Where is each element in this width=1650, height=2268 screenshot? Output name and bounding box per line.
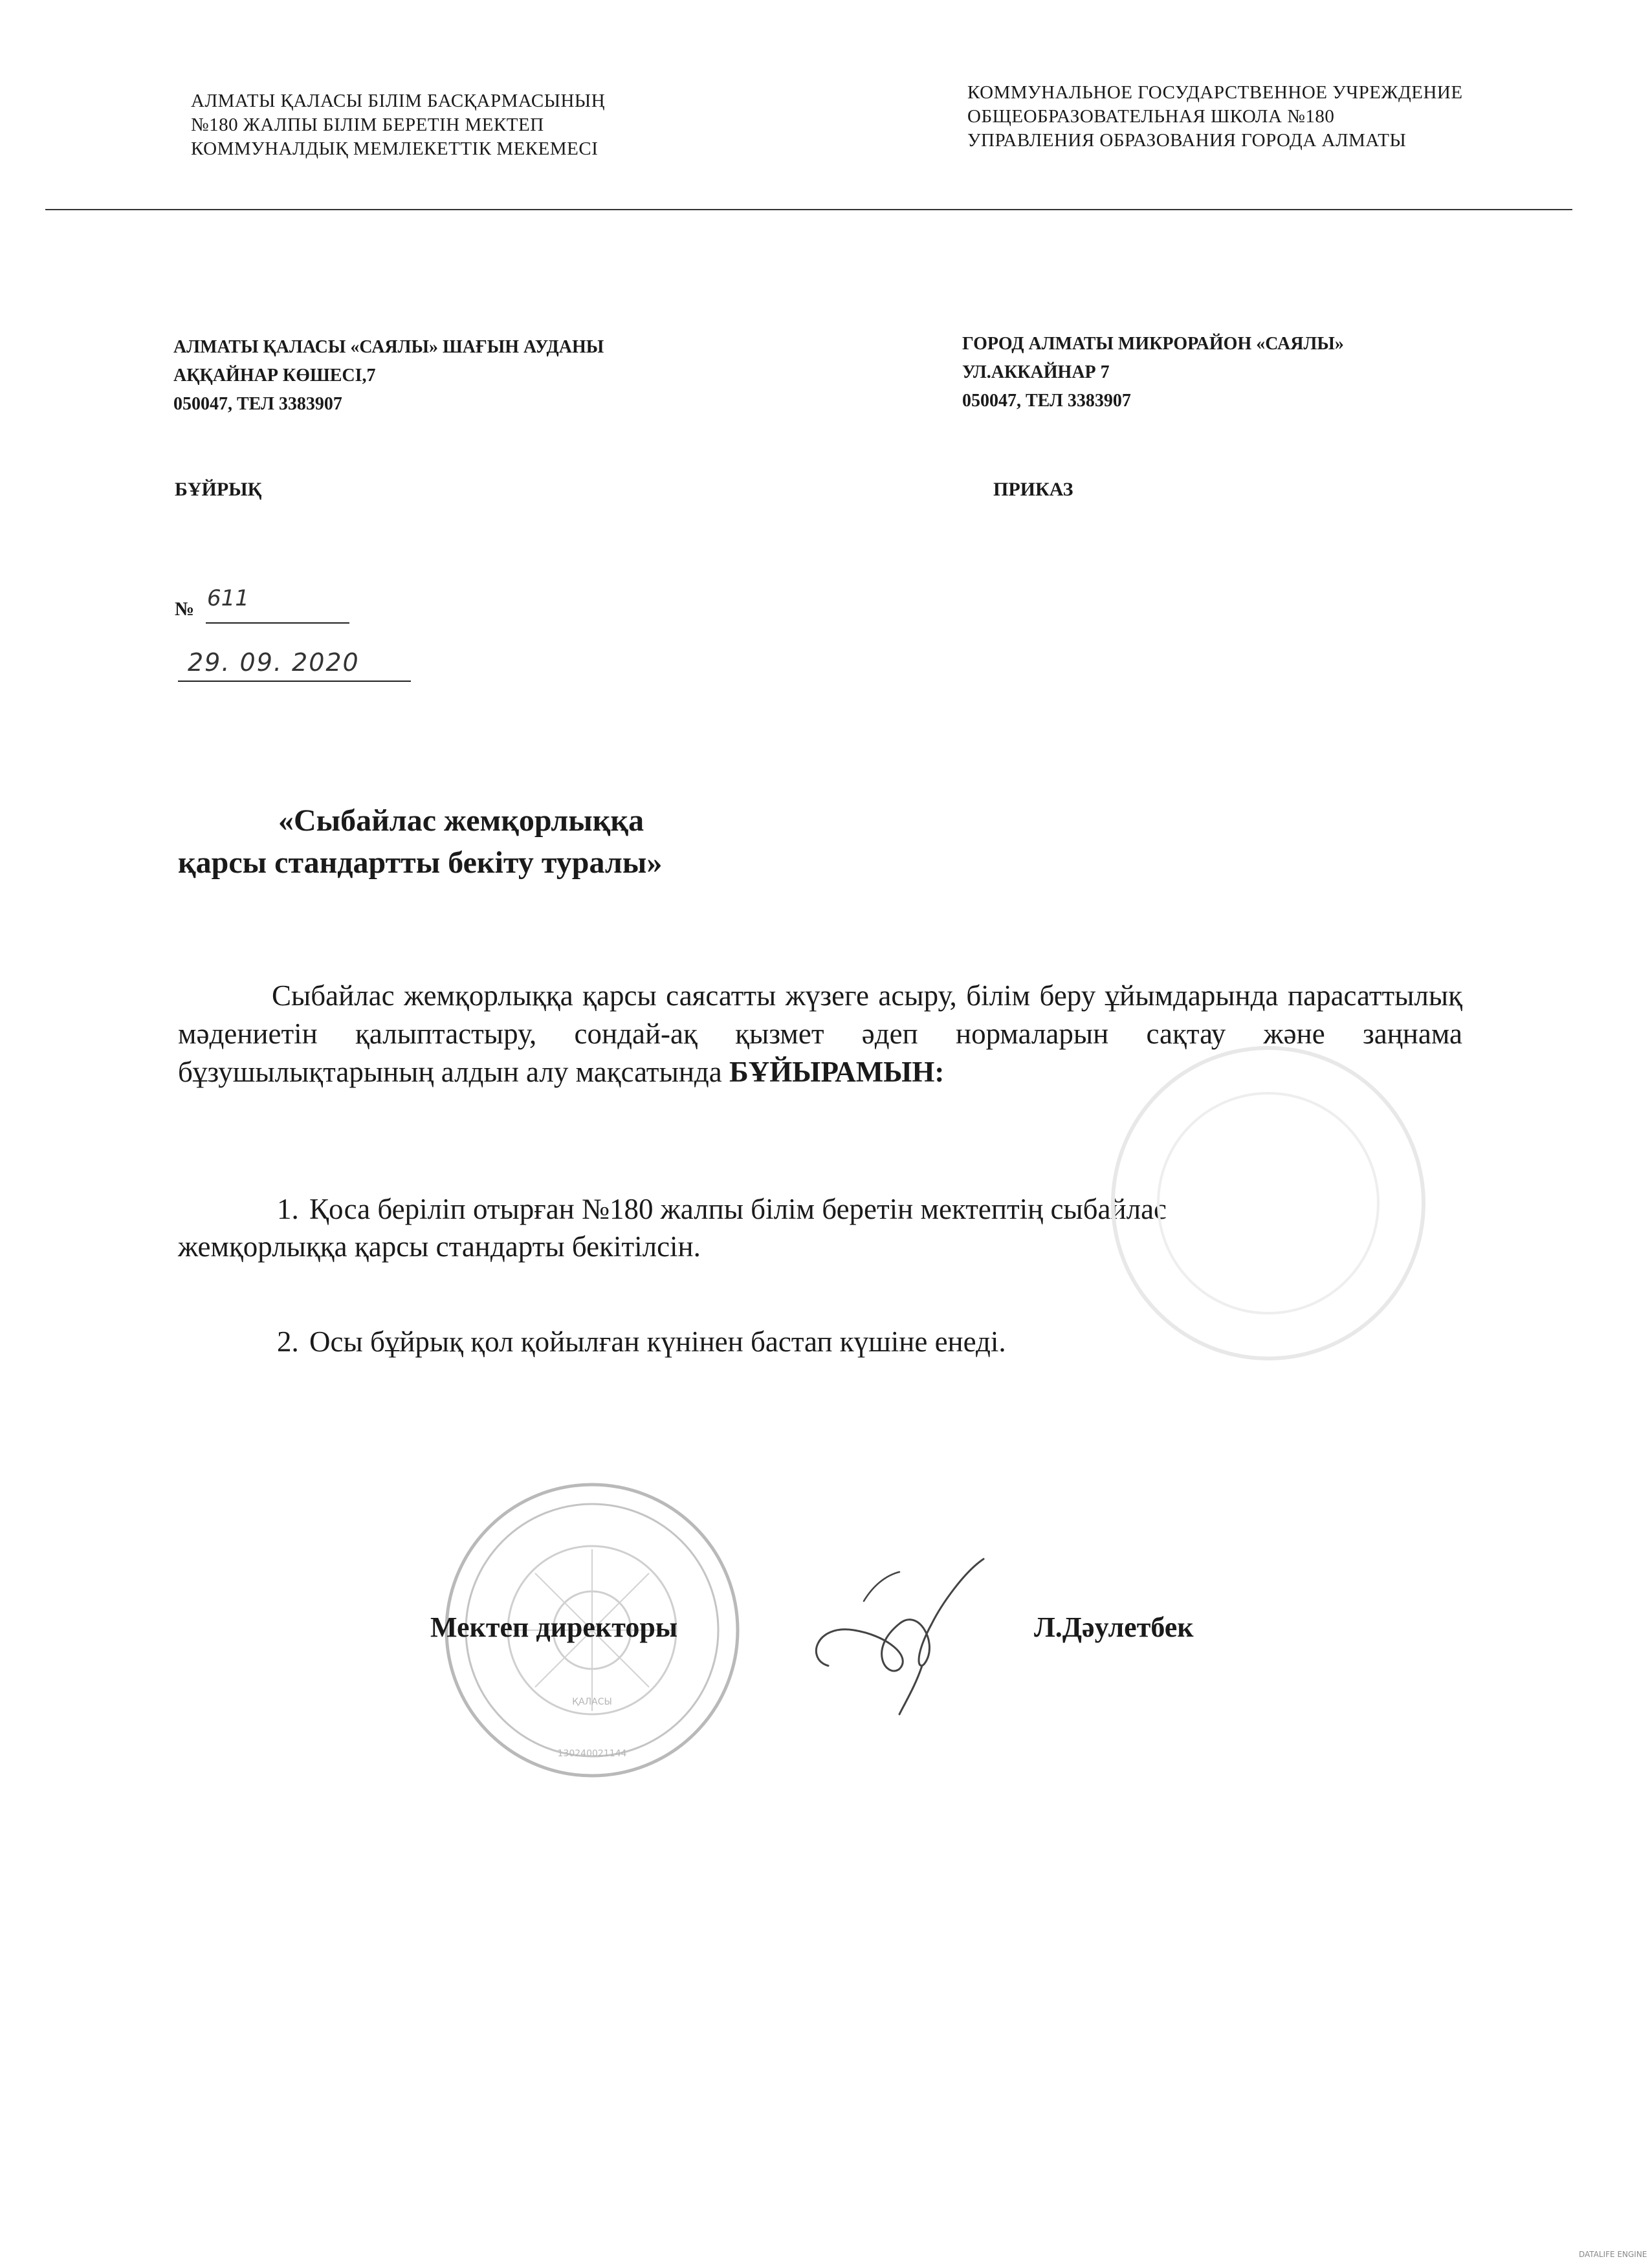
header-right <box>967 81 1463 153</box>
order-label-ru: ПРИКАЗ <box>993 479 1073 500</box>
header-right-line: ОБЩЕОБРАЗОВАТЕЛЬНАЯ ШКОЛА №180 <box>967 106 1335 127</box>
list-item-continuation: жемқорлыққа қарсы стандарты бекітілсін. <box>178 1230 701 1263</box>
order-number-underline <box>206 622 349 624</box>
header-right-line: УПРАВЛЕНИЯ ОБРАЗОВАНИЯ ГОРОДА АЛМАТЫ <box>967 130 1407 151</box>
address-left <box>173 333 604 419</box>
signatory-position: Мектеп директоры <box>430 1611 678 1643</box>
body-paragraph-text: Сыбайлас жемқорлыққа қарсы саясатты жүзеге асыру, білім беру ұйымдарында парасаттылық мәдениетін қалыптастыру, сондай-ақ қызмет әдеп нормаларын сақтау және заңнама бұзушылықтарының алдын алу мақсатында <box>178 979 1462 1088</box>
header-left-line: №180 ЖАЛПЫ БІЛІМ БЕРЕТІН МЕКТЕП <box>191 114 544 135</box>
order-number: 611 <box>207 585 249 611</box>
address-right-line: УЛ.АККАЙНАР 7 <box>962 362 1110 382</box>
title-line-2: қарсы стандартты бекіту туралы» <box>178 845 663 880</box>
order-label-kz: БҰЙРЫҚ <box>175 479 262 500</box>
list-item-number: 2. <box>277 1325 299 1358</box>
handwritten-signature <box>802 1546 1009 1721</box>
header-left-line: АЛМАТЫ ҚАЛАСЫ БІЛІМ БАСҚАРМАСЫНЫҢ <box>191 91 606 111</box>
address-left-line: АЛМАТЫ ҚАЛАСЫ «САЯЛЫ» ШАҒЫН АУДАНЫ <box>173 337 604 357</box>
header-divider <box>45 209 1572 210</box>
list-item-text: Қоса беріліп отырған №180 жалпы білім беретін мектептің сыбайлас <box>309 1193 1167 1225</box>
list-item-number: 1. <box>277 1193 299 1225</box>
watermark-seal <box>1100 1035 1436 1371</box>
address-left-line: 050047, ТЕЛ 3383907 <box>173 394 342 414</box>
order-date-underline <box>178 681 411 682</box>
header-left-line: КОММУНАЛДЫҚ МЕМЛЕКЕТТІК МЕКЕМЕСІ <box>191 138 599 159</box>
order-number-prefix: № <box>175 598 195 620</box>
stamp-bin: 130240021144 <box>557 1749 627 1759</box>
address-right-line: ГОРОД АЛМАТЫ МИКРОРАЙОН «САЯЛЫ» <box>962 334 1344 354</box>
order-date: 29. 09. 2020 <box>188 648 360 677</box>
address-right-line: 050047, ТЕЛ 3383907 <box>962 391 1131 411</box>
stamp-center-text: ҚАЛАСЫ <box>572 1697 612 1707</box>
body-command: БҰЙЫРАМЫН: <box>729 1056 945 1088</box>
list-item-text: Осы бұйрық қол қойылған күнінен бастап күшіне енеді. <box>309 1325 1006 1358</box>
header-right-line: КОММУНАЛЬНОЕ ГОСУДАРСТВЕННОЕ УЧРЕЖДЕНИЕ <box>967 82 1463 103</box>
title-line-1: «Сыбайлас жемқорлыққа <box>278 803 644 838</box>
footer-tag: DATALIFE ENGINE <box>1579 2250 1647 2259</box>
header-left <box>191 89 605 161</box>
address-left-line: АҚҚАЙНАР КӨШЕСІ,7 <box>173 365 376 386</box>
address-right <box>962 330 1344 415</box>
signatory-name: Л.Дәулетбек <box>1034 1611 1194 1643</box>
